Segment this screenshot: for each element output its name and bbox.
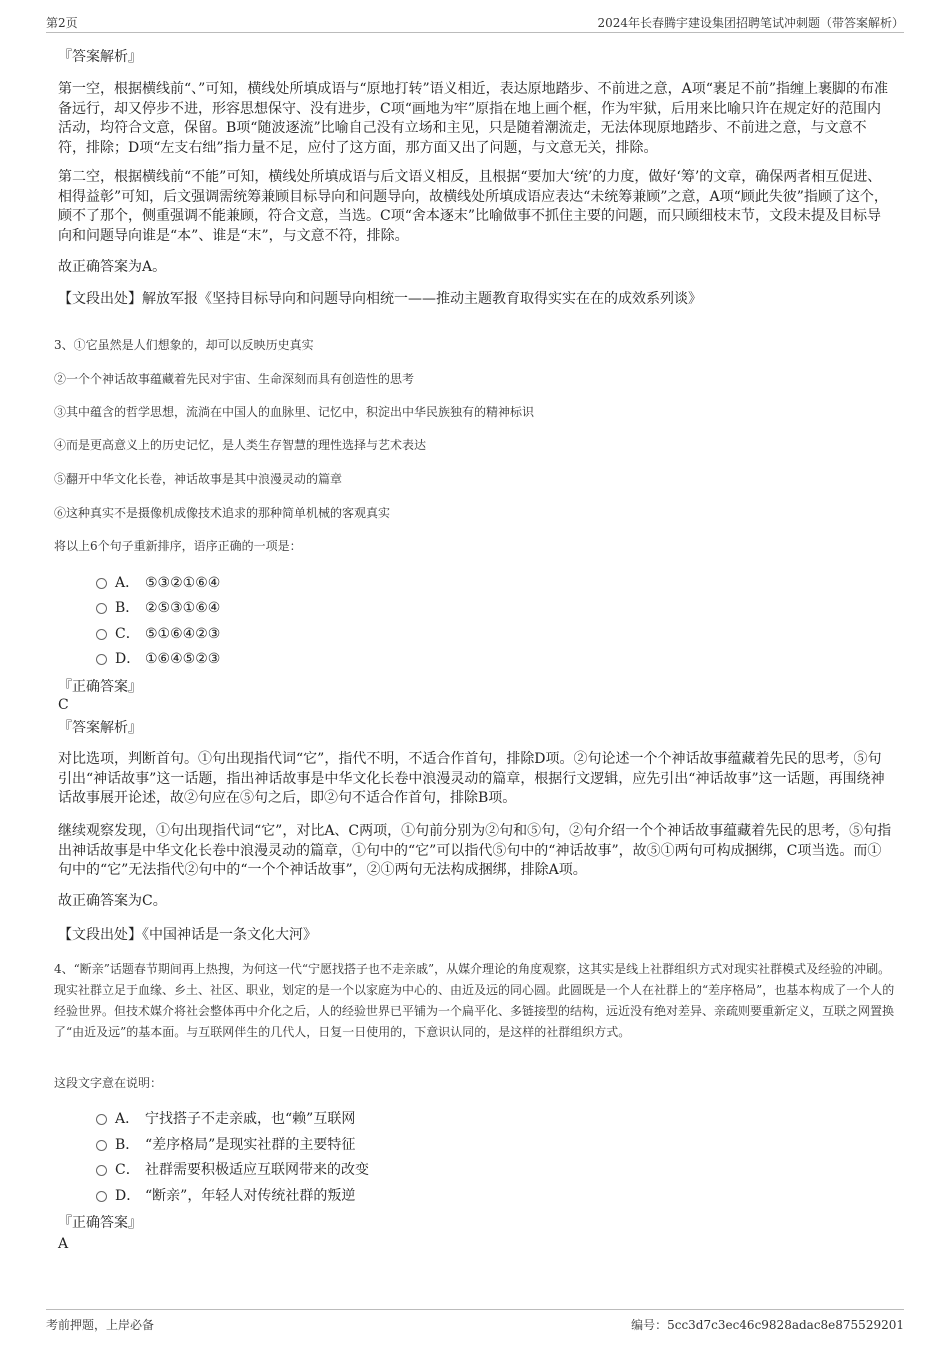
option-text: ⑤①⑥④②③: [145, 626, 221, 642]
q4-stem: 4、“断亲”话题春节期间再上热搜，为何这一代“宁愿找搭子也不走亲戚”，从媒介理论的角度观察，这其实是线上社群组织方式对现实社群模式及经验的冲刷。现实社群立足于血缘、乡土、社区、职业，划定的是一个以家庭为中心的、由近及远的同心圆。此圆既是一个人在社群上的“差序格局”，也基本构成了一个人的经验世界。但技术媒介将社会整体再中介化之后，人的经验世界已平铺为一个扁平化、多链接型的结构，远近没有绝对差异、亲疏则要重新定义，互联之网置换了“由近及远”的基本面。与互联网伴生的几代人，日复一日使用的，下意识认同的，是这样的社群组织方式。: [54, 962, 895, 1039]
radio-button-icon[interactable]: [96, 578, 107, 589]
q3-sentence-2: ②一个个神话故事蕴藏着先民对宇宙、生命深刻而具有创造性的思考: [54, 372, 415, 386]
option-text: 宁找搭子不走亲戚，也“赖”互联网: [145, 1111, 356, 1127]
option-letter: A．: [115, 1111, 140, 1127]
q2-analysis-para1: 第一空，根据横线前“、”可知，横线处所填成语与“原地打转”语义相近，表达原地踏步、不前进之意，A项“裹足不前”指缠上裹脚的布准备远行，却又停步不进，形容思想保守、没有进步，C项“画地为牢”原指在地上画个框，作为牢狱，后用来比喻只许在规定好的范围内活动，均符合文意，保留。B项“随波逐流”比喻自己没有立场和主见，只是随着潮流走，无法体现原地踏步、不前进之意，与文意不符，排除；D项“左支右绌”指力量不足，应付了这方面，那方面又出了问题，与文意无关，排除。: [58, 81, 889, 156]
q3-correct-label: 『正确答案』: [58, 679, 142, 695]
option-text: “断亲”，年轻人对传统社群的叛逆: [145, 1188, 356, 1204]
radio-button-icon[interactable]: [96, 603, 107, 614]
q2-analysis-para2: 第二空，根据横线前“不能”可知，横线处所填成语与后文语义相反，且根据“要加大‘统’的力度，做好‘筹’的文章，确保两者相互促进、相得益彰”可知，后文强调需统筹兼顾目标导向和问题导向，故横线处所填成语应表达“未统筹兼顾”之意，A项“顾此失彼”指顾了这个，顾不了那个，侧重强调不能兼顾，符合文意，当选。C项“舍本逐末”比喻做事不抓住主要的问题，而只顾细枝末节，文段未提及目标导向和问题导向谁是“本”、谁是“末”，与文意不符，排除。: [58, 169, 888, 244]
q2-source: 【文段出处】解放军报《坚持目标导向和问题导向相统一——推动主题教育取得实实在在的成效系列谈》: [58, 291, 702, 307]
radio-button-icon[interactable]: [96, 1165, 107, 1176]
option-text: ①⑥④⑤②③: [145, 651, 221, 667]
q4-correct-label: 『正确答案』: [58, 1215, 142, 1231]
q3-analysis-para1: 对比选项，判断首句。①句出现指代词“它”，指代不明，不适合作首句，排除D项。②句论述一个个神话故事蕴藏着先民的思考，⑤句引出“神话故事”这一话题，指出神话故事是中华文化长卷中浪漫灵动的篇章，根据行文逻辑，应先引出“神话故事”这一话题，再围绕神话故事展开论述，故②句应在⑤句之后，即②句不适合作首句，排除B项。: [58, 751, 885, 806]
page-number: 第2页: [46, 16, 78, 30]
q3-analysis-label: 『答案解析』: [58, 720, 142, 736]
option-text: “差序格局”是现实社群的主要特征: [145, 1137, 356, 1153]
option-text: ②⑤③①⑥④: [145, 600, 221, 616]
document-id: 编号：5cc3d7c3ec46c9828adac8e875529201: [631, 1318, 904, 1332]
option-letter: D．: [115, 651, 141, 667]
q3-correct-answer: C: [58, 697, 69, 713]
q3-sentence-6: ⑥这种真实不是摄像机成像技术追求的那种简单机械的客观真实: [54, 506, 391, 520]
q3-sentence-4: ④而是更高意义上的历史记忆，是人类生存智慧的理性选择与艺术表达: [54, 438, 427, 452]
radio-button-icon[interactable]: [96, 1140, 107, 1151]
q4-option-c[interactable]: [96, 1160, 369, 1180]
q3-prompt: 将以上6个句子重新排序，语序正确的一项是：: [54, 539, 302, 553]
page-footer: [46, 1309, 904, 1334]
q3-analysis-para2: 继续观察发现，①句出现指代词“它”，对比A、C两项，①句前分别为②句和⑤句，②句介绍一个个神话故事蕴藏着先民的思考，⑤句指出神话故事是中华文化长卷中浪漫灵动的篇章，①句中的“它”可以指代⑤句中的“神话故事”，故⑤①两句可构成捆绑，C项当选。而①句中的“它”无法指代②句中的“一个个神话故事”，②①两句无法构成捆绑，排除A项。: [58, 823, 892, 878]
q3-option-d[interactable]: [96, 649, 220, 669]
option-text: 社群需要积极适应互联网带来的改变: [145, 1162, 369, 1178]
q4-option-b[interactable]: [96, 1135, 355, 1155]
option-letter: C．: [115, 1162, 140, 1178]
q3-sentence-3: ③其中蕴含的哲学思想，流淌在中国人的血脉里、记忆中，积淀出中华民族独有的精神标识: [54, 405, 535, 419]
q3-option-c[interactable]: [96, 624, 220, 644]
option-letter: C．: [115, 626, 140, 642]
option-text: ⑤③②①⑥④: [145, 575, 221, 591]
q4-correct-answer: A: [58, 1236, 69, 1252]
q3-option-b[interactable]: [96, 598, 220, 618]
q3-sentence-5: ⑤翻开中华文化长卷，神话故事是其中浪漫灵动的篇章: [54, 472, 343, 486]
q3-source: 【文段出处】《中国神话是一条文化大河》: [58, 927, 317, 943]
document-title: 2024年长春腾宇建设集团招聘笔试冲刺题（带答案解析）: [597, 16, 904, 30]
q3-option-a[interactable]: [96, 573, 220, 593]
q4-prompt: 这段文字意在说明：: [54, 1076, 163, 1090]
radio-button-icon[interactable]: [96, 1191, 107, 1202]
q2-analysis-label: 『答案解析』: [58, 49, 142, 65]
option-letter: B．: [115, 600, 140, 616]
radio-button-icon[interactable]: [96, 629, 107, 640]
q3-conclusion: 故正确答案为C。: [58, 893, 167, 909]
page-header: [46, 12, 904, 33]
radio-button-icon[interactable]: [96, 654, 107, 665]
q4-option-a[interactable]: [96, 1109, 355, 1129]
q3-sentence-1: 3、①它虽然是人们想象的，却可以反映历史真实: [54, 338, 314, 352]
radio-button-icon[interactable]: [96, 1114, 107, 1125]
q2-conclusion: 故正确答案为A。: [58, 259, 167, 275]
option-letter: D．: [115, 1188, 141, 1204]
footer-slogan: 考前押题，上岸必备: [46, 1318, 155, 1332]
option-letter: A．: [115, 575, 140, 591]
q4-option-d[interactable]: [96, 1186, 355, 1206]
option-letter: B．: [115, 1137, 140, 1153]
